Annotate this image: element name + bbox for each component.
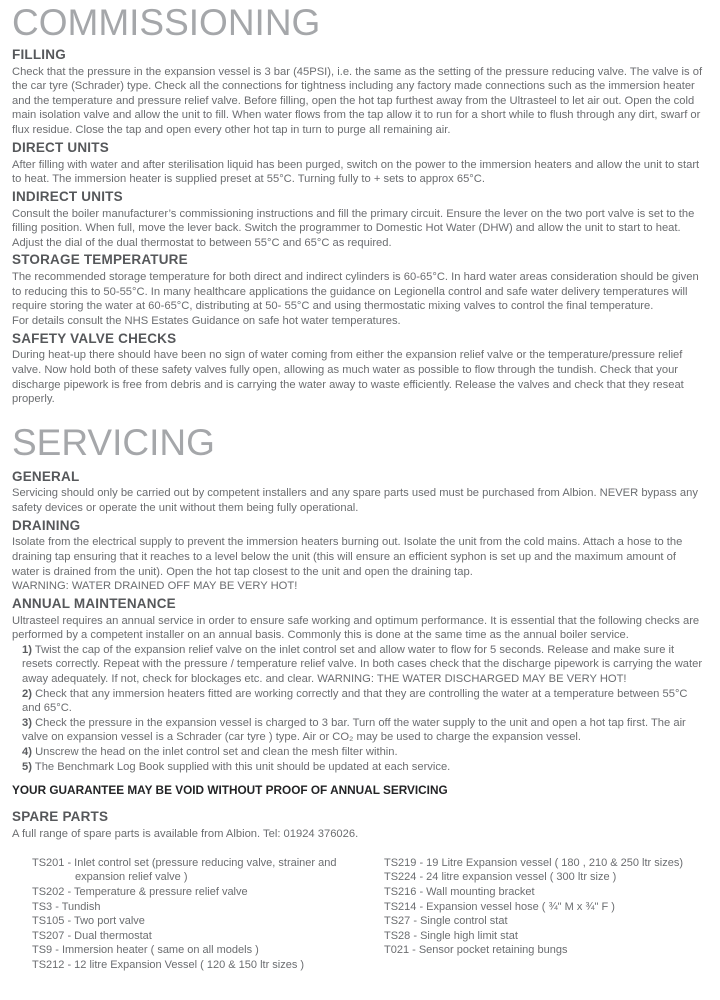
heading-draining: DRAINING [12,517,81,533]
part-item: TS202 - Temperature & pressure relief valve [32,886,248,898]
part-item: TS105 - Two port valve [32,915,145,928]
guarantee-notice: YOUR GUARANTEE MAY BE VOID WITHOUT PROOF OF ANNUAL SERVICING [12,783,448,798]
part-item: TS201 - Inlet control set (pressure reducing valve, strainer and expansion relief valve ) [32,856,337,884]
step-5-text: The Benchmark Log Book supplied with this unit should be updated at each service. [34,760,451,773]
note-nhs-guidance: For details consult the NHS Estates Guidance on safe hot water temperatures. [12,314,401,327]
spare-parts-column-left [32,856,384,973]
paragraph-storage-temperature: The recommended storage temperature for both direct and indirect cylinders is 60-65°C. In hard water areas consideration should be given to reducing this to 50-55°C. In many healthcare applications the guidance on Legionella control and safe water delivery temperatures will require storing the water at 60-65°C, distributing at 50- 55°C and using thermostatic mixing valves to control the final temperature. [12,271,699,313]
section-title-servicing: SERVICING [12,421,215,463]
annual-maintenance-steps [12,643,704,774]
heading-annual-maintenance: ANNUAL MAINTENANCE [12,595,176,611]
step-5-number: 5) [22,760,32,773]
step-1-text: Twist the cap of the expansion relief valve on the inlet control set and allow water to flow for 5 seconds. Release and make sure it resets correctly. Repeat with the pressure / temperature relief valve. In both cases check that the discharge pipework is carrying the water away adequately. If not, check for blockages etc. and clear. WARNING: THE WATER DISCHARGED MAY BE VERY HOT! [22,643,703,686]
heading-direct-units: DIRECT UNITS [12,139,109,155]
part-item: TS207 - Dual thermostat [32,929,152,942]
section-title-commissioning: COMMISSIONING [12,2,321,43]
part-item: TS9 - Immersion heater ( same on all models ) [32,944,259,957]
step-2-number: 2) [22,687,32,700]
part-item: TS3 - Tundish [32,900,101,913]
step-1 [12,643,704,687]
heading-indirect-units: INDIRECT UNITS [12,188,123,204]
spare-parts-intro: A full range of spare parts is available from Albion. Tel: 01924 376026. [12,828,359,841]
paragraph-indirect-units: Consult the boiler manufacturer’s commissioning instructions and fill the primary circuit. Ensure the lever on the two port valve is set to the filling position. When full, move the lever back. Switch the programmer to Domestic Hot Water (DHW) and allow the unit to start to heat. Adjust the dial of the dual thermostat to between 55°C and 65°C as required. [12,207,695,249]
paragraph-filling: Check that the pressure in the expansion vessel is 3 bar (45PSI), i.e. the same as the setting of the pressure reducing valve. The valve is of the car tyre (Schrader) type. Check all the connections for tightness including any factory made connections such as the immersion heater and the temperature and pressure relief valve. Before filling, open the hot tap furthest away from the Ultrasteel to let air out. Open the cold main isolation valve and allow the unit to fill. When water flows from the tap allow it to run for a short while to flush through any dirt, swarf or flux residue. Close the tap and open every other hot tap in turn to purge all remaining air. [12,65,703,137]
part-item: TS224 - 24 litre expansion vessel ( 300 ltr size ) [384,871,617,884]
part-item: TS216 - Wall mounting bracket [384,886,535,898]
paragraph-annual-maintenance: Ultrasteel requires an annual service in order to ensure safe working and optimum performance. It is essential that the following checks are performed by a competent installer on an annual basis. Commonly this is done at the same time as the annual boiler service. [12,614,700,642]
step-5 [12,760,704,775]
step-4-text: Unscrew the head on the inlet control set and clean the mesh filter within. [35,746,398,759]
heading-safety-valve-checks: SAFETY VALVE CHECKS [12,330,177,346]
spare-parts-list [12,856,704,973]
step-4-number: 4) [22,746,32,759]
step-3 [12,716,704,745]
part-item: TS212 - 12 litre Expansion Vessel ( 120 & 150 ltr sizes ) [32,958,305,971]
part-item: TS219 - 19 Litre Expansion vessel ( 180 , 210 & 250 ltr sizes) [384,856,683,869]
part-item: T021 - Sensor pocket retaining bungs [384,944,568,957]
step-4 [12,745,704,760]
part-item: TS28 - Single high limit stat [384,929,518,942]
spare-parts-column-right [384,856,704,973]
step-3-text: Check the pressure in the expansion vessel is charged to 3 bar. Turn off the water supply to the unit and open a hot tap first. The air valve on expansion vessel is a Schrader (car tyre ) type. Air or CO₂ may be used to charge the expansion vessel. [22,716,686,744]
paragraph-general: Servicing should only be carried out by competent installers and any spare parts used must be purchased from Albion. NEVER bypass any safety devices or operate the unit without them being fully operational. [12,487,698,515]
paragraph-direct-units: After filling with water and after sterilisation liquid has been purged, switch on the power to the immersion heaters and allow the unit to start to heat. The immersion heater is supplied preset at 55°C. Turning fully to + sets to approx 65°C. [12,158,700,186]
step-2-text: Check that any immersion heaters fitted are working correctly and that they are controlling the water at a temperature between 55°C and 65°C. [22,687,688,715]
heading-filling: FILLING [12,46,66,62]
part-item: TS214 - Expansion vessel hose ( ¾" M x ¾" F ) [384,900,615,913]
step-2 [12,687,704,716]
part-item: TS27 - Single control stat [384,915,508,928]
paragraph-draining: Isolate from the electrical supply to prevent the immersion heaters burning out. Isolate the unit from the cold mains. Attach a hose to the draining tap ensuring that it reaches to a level below the unit (this will ensure an efficient syphon is set up and the maximum amount of water is drained from the unit). Open the hot tap closest to the unit and open the draining tap. [12,536,683,578]
warning-drained-water: WARNING: WATER DRAINED OFF MAY BE VERY HOT! [12,580,298,593]
heading-spare-parts: SPARE PARTS [12,809,109,825]
heading-general: GENERAL [12,468,80,484]
paragraph-safety-valve-checks: During heat-up there should have been no sign of water coming from either the expansion relief valve or the temperature/pressure relief valve. Now hold both of these safety valves fully open, allowing as much water as possible to flow through the tundish. Check that your discharge pipework is free from debris and is carrying the water away to waste efficiently. Release the valves and check that they reseat properly. [12,349,684,406]
heading-storage-temperature: STORAGE TEMPERATURE [12,252,188,268]
step-3-number: 3) [22,716,32,729]
step-1-number: 1) [22,643,32,656]
